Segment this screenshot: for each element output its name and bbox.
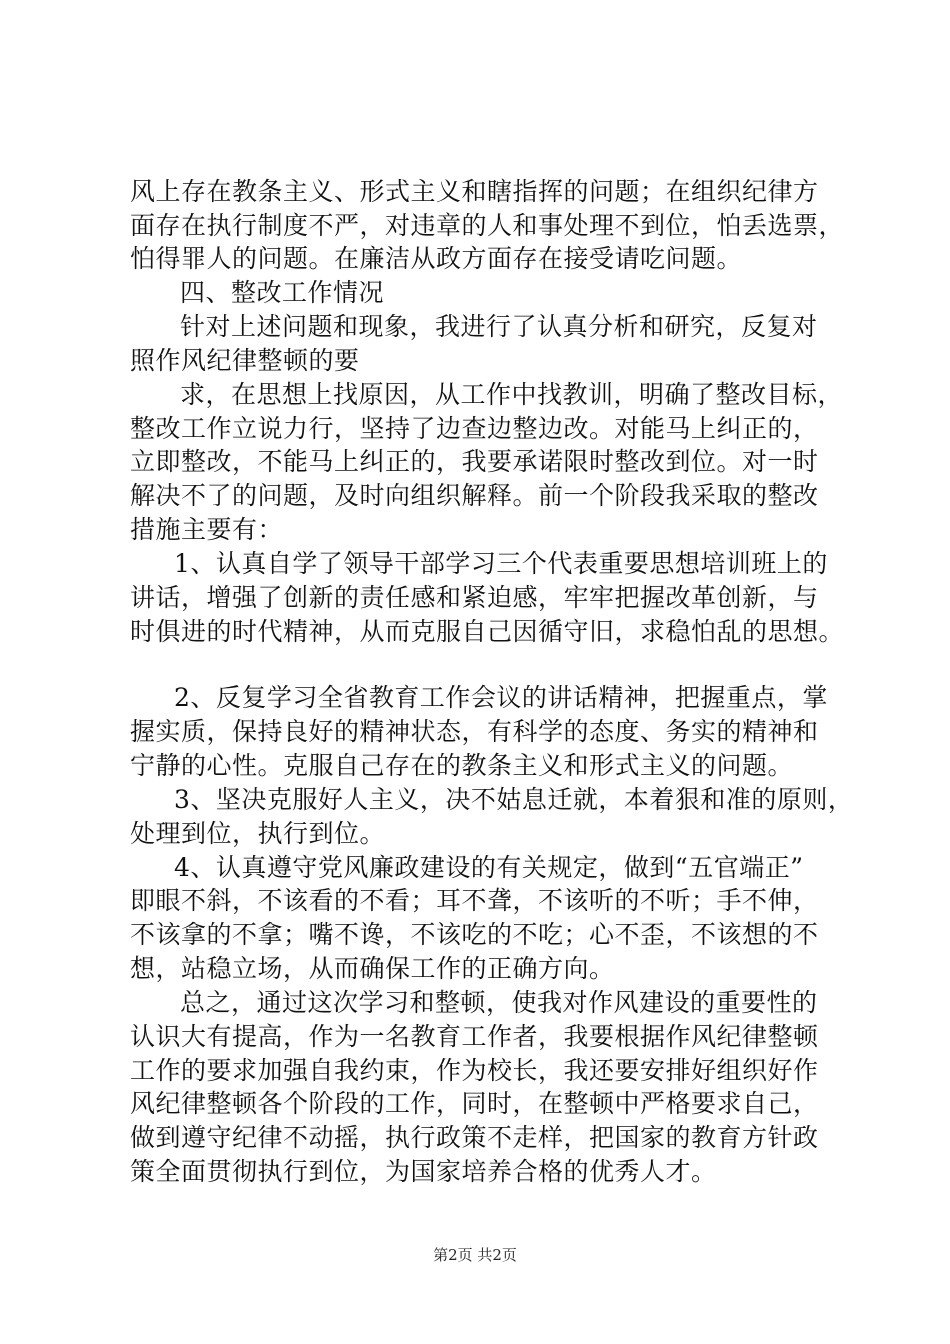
text-line: 认识大有提高，作为一名教育工作者，我要根据作风纪律整顿 — [130, 1022, 819, 1051]
text-line: 3、坚决克服好人主义，决不姑息迁就，本着狠和准的原则， — [174, 785, 854, 814]
text-line: 1、认真自学了领导干部学习三个代表重要思想培训班上的 — [174, 549, 828, 578]
text-line: 风纪律整顿各个阶段的工作，同时，在整顿中严格要求自己， — [130, 1089, 819, 1118]
text-line: 不该拿的不拿；嘴不谗，不该吃的不吃；心不歪，不该想的不 — [130, 920, 819, 949]
text-line: 时俱进的时代精神，从而克服自己因循守旧，求稳怕乱的思想。 — [130, 617, 845, 646]
text-line: 讲话，增强了创新的责任感和紧迫感，牢牢把握改革创新，与 — [130, 583, 819, 612]
text-line: 工作的要求加强自我约束，作为校长，我还要安排好组织好作 — [130, 1056, 819, 1085]
section-heading: 四、整改工作情况 — [180, 278, 385, 307]
text-line: 整改工作立说力行，坚持了边查边整边改。对能马上纠正的， — [130, 414, 819, 443]
text-line: 4、认真遵守党风廉政建设的有关规定，做到“五官端正” — [174, 853, 804, 882]
text-line: 即眼不斜，不该看的不看；耳不聋，不该听的不听；手不伸， — [130, 886, 819, 915]
text-line: 做到遵守纪律不动摇，执行政策不走样，把国家的教育方针政 — [130, 1123, 819, 1152]
text-line: 立即整改，不能马上纠正的，我要承诺限时整改到位。对一时 — [130, 447, 819, 476]
text-line: 握实质，保持良好的精神状态，有科学的态度、务实的精神和 — [130, 717, 819, 746]
text-line: 面存在执行制度不严，对违章的人和事处理不到位，怕丢选票， — [130, 211, 845, 240]
text-line: 风上存在教条主义、形式主义和瞎指挥的问题；在组织纪律方 — [130, 177, 819, 206]
text-line: 宁静的心性。克服自己存在的教条主义和形式主义的问题。 — [130, 751, 794, 780]
text-line: 总之，通过这次学习和整顿，使我对作风建设的重要性的 — [180, 988, 818, 1017]
text-line: 解决不了的问题，及时向组织解释。前一个阶段我采取的整改 — [130, 481, 819, 510]
text-line: 想，站稳立场，从而确保工作的正确方向。 — [130, 954, 615, 983]
text-line: 针对上述问题和现象，我进行了认真分析和研究，反复对 — [180, 312, 818, 341]
text-line: 照作风纪律整顿的要 — [130, 346, 360, 375]
text-line: 处理到位，执行到位。 — [130, 819, 386, 848]
page-number-footer: 第2页 共2页 — [433, 1246, 517, 1264]
text-line: 求，在思想上找原因，从工作中找教训，明确了整改目标， — [180, 380, 844, 409]
text-line: 策全面贯彻执行到位，为国家培养合格的优秀人才。 — [130, 1157, 717, 1186]
text-line: 怕得罪人的问题。在廉洁从政方面存在接受请吃问题。 — [130, 244, 743, 273]
text-line: 措施主要有： — [130, 515, 284, 544]
text-line: 2、反复学习全省教育工作会议的讲话精神，把握重点，掌 — [174, 683, 828, 712]
